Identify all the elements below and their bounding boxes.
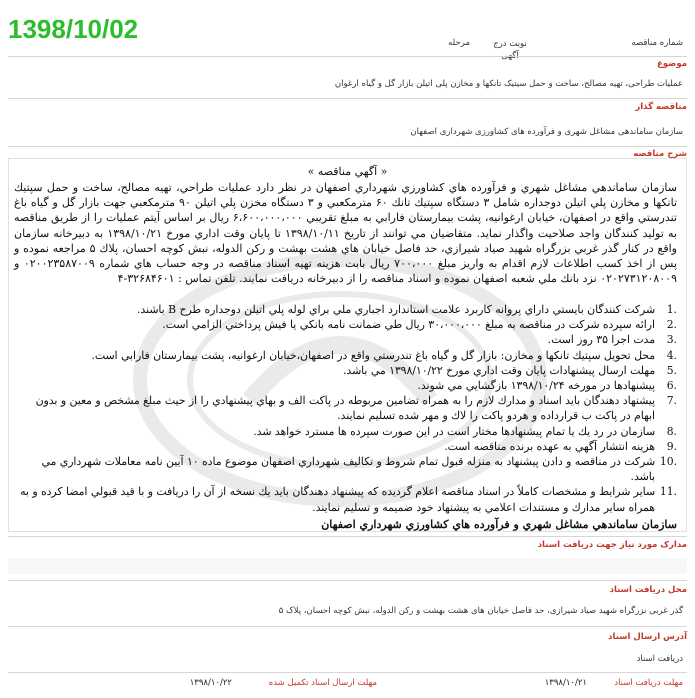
ad-footer-signature: سازمان ساماندهي مشاغل شهري و فرآورده هاي كشاورزي شهرداري اصفهان <box>321 518 677 531</box>
divider <box>8 672 687 673</box>
list-item: 1. شركت كنندگان بايستي داراي پروانه كاربرد علامت استاندارد اجباري ملي براي لوله پلي اتيلن دوجداره طرح B باشند. <box>136 303 677 316</box>
list-item: 5. مهلت ارسال پيشنهادات پايان وقت اداري مورخ ۱۳۹۸/۱۰/۲۲ مي باشد. <box>342 363 677 377</box>
required-docs-title: مدارک مورد نیاز جهت دریافت اسناد <box>537 540 687 550</box>
conditions-list <box>14 302 677 515</box>
receive-location-text: گذر غربی بزرگراه شهید صیاد شیرازی، حد فاصل خیابان های هشت بهشت و رکن الدوله، نبش کوچه احسان، پلاک ۵ <box>278 606 683 616</box>
organizer-text: سازمان ساماندهی مشاغل شهری و فرآورده های کشاورزی شهرداری اصفهان <box>410 127 683 137</box>
list-item: 2. ارائه سپرده شركت در مناقصه به مبلغ ۳۰،۰۰۰،۰۰۰ ريال طي ضمانت نامه بانكي يا فيش پرداختي الزامي است. <box>162 318 677 332</box>
list-item: 3. مدت اجرا ۳۵ روز است. <box>547 333 677 347</box>
description-title: شرح مناقصه <box>633 149 687 159</box>
date-stamp: 1398/10/02 <box>8 14 139 44</box>
divider <box>8 536 687 537</box>
divider <box>8 56 687 57</box>
divider <box>8 626 687 627</box>
list-item: 7. پيشنهاد دهندگان بايد اسناد و مدارك لازم را به همراه تضامين مربوطه در پاكت الف و بهاي پيشنهادي را از حيث مبلغ مشخص و معين و بدون ابهام در پاكت ب قرارداده و هردو پاكت را لاك و مهر شده تسليم نمايند. <box>35 394 677 423</box>
organizer-title: مناقصه گذار <box>635 102 687 112</box>
deadlines-row <box>8 676 687 692</box>
subject-text: عملیات طراحی، تهیه مصالح، ساخت و حمل سیتیک تانکها و مخازن پلی اتیلن بازار گل و گیاه ارغوان <box>334 79 683 89</box>
divider <box>8 580 687 581</box>
tender-number-label: شماره مناقصه <box>631 38 683 48</box>
list-item: 8. سازمان در رد يك يا تمام پيشنهادها مختار است در اين صورت سپرده ها مسترد خواهد شد. <box>253 424 677 438</box>
receive-location-title: محل دریافت اسناد <box>609 585 687 595</box>
stage-label: مرحله <box>448 38 470 48</box>
required-docs-value <box>8 558 687 574</box>
list-item: 10. شركت در مناقصه و دادن پيشنهاد به منزله قبول تمام شروط و تكاليف شهرداري اصفهان موضوع ماده ۱۰ آيين نامه معاملات شهرداري مي باشد. <box>41 455 677 484</box>
list-item: 9. هزينه انتشار آگهي به عهده برنده مناقصه است. <box>444 439 677 453</box>
send-deadline-label: مهلت ارسال اسناد تکمیل شده <box>268 678 377 688</box>
list-item: 4. محل تحويل سپتيك تانكها و مخازن: بازار گل و گياه باغ تندرستي واقع در اصفهان،خيابان ارغوانيه، پشت بيمارستان فارابي است. <box>91 348 677 362</box>
ad-paragraph: سازمان ساماندهي مشاغل شهري و فرآورده هاي كشاورزي شهرداري اصفهان در نظر دارد عمليات طراحي، تهيه مصالح، ساخت و حمل سپتيك تانكها و مخازن پلي اتيلن دوجداره شامل ۳ دستگاه سپتيك تانك ۶۰ مترمكعبي و ۳ دستگاه مخزن پلي اتيلن ۹۰ مترمكعبي جهت بازار گل و گياه باغ تندرستي واقع در اصفهان، خيابان ارغوانيه، پشت بيمارستان فارابي به مبلغ تقريبي ۶،۶۰۰،۰۰۰،۰۰۰ ريال بر اساس آيتم عمليات را از طريق مناقصه به توليد كنندگان واجد صلاحيت واگذار نمايد. متقاضيان مي توانند از تاريخ ۱۳۹۸/۱۰/۱۱ تا پايان وقت اداري مورخ ۱۳۹۸/۱۰/۲۱ به دبيرخانه سازمان واقع در كنار گذر غربي بزرگراه شهيد صياد شيرازي، حد فاصل خيابان هاي هشت بهشت و ركن الدوله، نبش كوچه احسان، پلاك ۵ مراجعه نموده و پس از اخذ كسب اطلاعات لازم اقدام به واريز مبلغ ۷۰۰،۰۰۰ ريال بابت هزينه تهيه اسناد مناقصه در وجه حساب هاي شماره ۰۲۰۰۲۳۵۸۷۰۰۹ و ۰۲۰۲۷۳۱۲۰۸۰۰۹ نزد بانك ملي شعبه اصفهان نموده و اسناد مناقصه را از دبيرخانه دريافت نمايند. تلفن تماس : ۳۲۶۸۴۶۰۱-۴ <box>14 181 678 286</box>
list-item: 11. ساير شرايط و مشخصات كاملاً در اسناد مناقصه اعلام گرديده كه پيشنهاد دهندگان بايد يك نسخه از آن را دريافت و با قيد قبولي امضا كرده و به همراه ساير مدارك و مستندات اعلامي به پيشنهاد خود ضميمه و تسليم نمايند. <box>20 485 677 514</box>
send-address-text: دریافت اسناد <box>636 654 683 664</box>
divider <box>8 98 687 99</box>
send-deadline-value: ۱۳۹۸/۱۰/۲۲ <box>189 678 232 688</box>
subject-title: موضوع <box>657 59 687 69</box>
ad-type-label-line2: آگهی <box>501 51 519 61</box>
divider <box>8 146 687 147</box>
send-address-title: آدرس ارسال اسناد <box>608 632 687 642</box>
ad-type-label <box>480 38 540 62</box>
receive-deadline-value: ۱۳۹۸/۱۰/۲۱ <box>544 678 587 688</box>
ad-title: « آگهي مناقصه » <box>307 165 388 178</box>
receive-deadline-label: مهلت دریافت اسناد <box>614 678 683 688</box>
ad-type-label-line1: نوبت درج <box>493 39 527 49</box>
list-item: 6. پيشنهادها در مورخه ۱۳۹۸/۱۰/۲۴ بازگشايي مي شوند. <box>417 379 677 393</box>
